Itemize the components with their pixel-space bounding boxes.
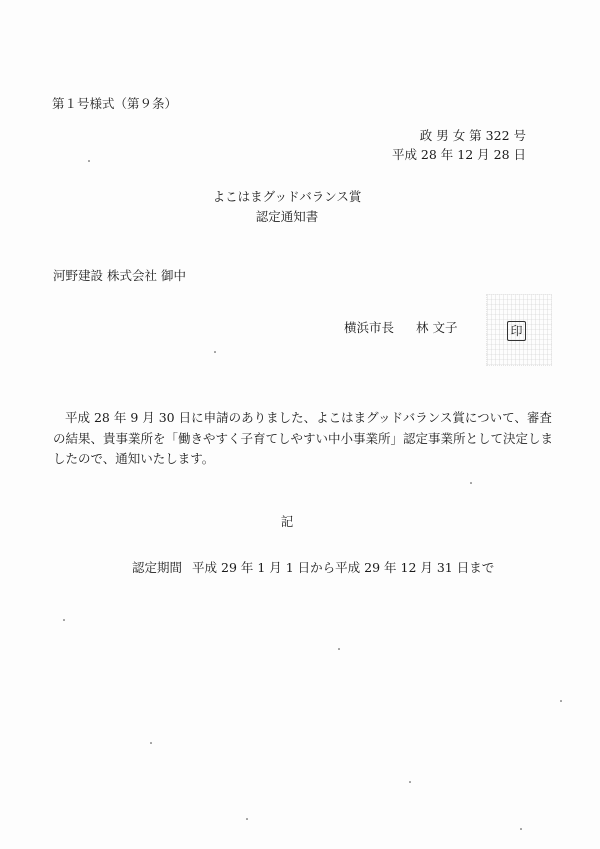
certification-period	[132, 560, 494, 575]
issue-date: 平成 28 年 12 月 28 日	[391, 147, 526, 162]
issuer-title: 横浜市長	[344, 320, 395, 335]
issuer	[344, 320, 458, 335]
recipient: 河野建設 株式会社 御中	[53, 268, 186, 283]
certification-value: 平成 29 年 1 月 1 日から平成 29 年 12 月 31 日まで	[192, 560, 495, 575]
form-number: 第１号様式（第９条）	[52, 96, 178, 111]
document-number: 政 男 女 第 322 号	[419, 128, 526, 143]
body-paragraph	[53, 408, 553, 470]
seal-mark: 印	[507, 321, 526, 341]
certification-label: 認定期間	[132, 560, 183, 575]
issuer-name: 林 文子	[416, 320, 458, 335]
award-title: よこはまグッドバランス賞	[212, 189, 362, 204]
ki-label: 記	[280, 514, 294, 529]
notice-title: 認定通知書	[255, 209, 319, 224]
body-text: 平成 28 年 9 月 30 日に申請のありました、よこはまグッドバランス賞について、審査の結果、貴事業所を「働きやすく子育てしやすい中小事業所」認定事業所として決定しましたので、通知いたします。	[53, 410, 554, 466]
